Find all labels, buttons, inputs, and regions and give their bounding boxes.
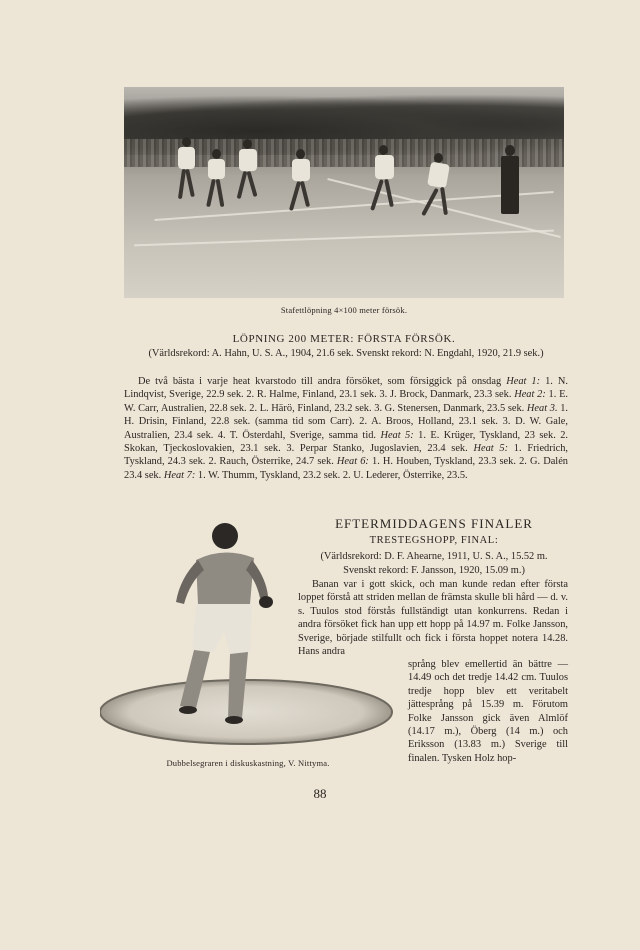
heat-results: 1. Friedrich, Tyskland, 24.3 sek. 2. Rauch, Österrike, 24.7 sek. bbox=[124, 443, 569, 468]
intro-text: De två bästa i varje heat kvarstodo till andra försöket, som försiggick på onsdag bbox=[138, 376, 502, 387]
results-paragraph-200m bbox=[124, 375, 568, 482]
heat-label: Heat 2: bbox=[514, 389, 546, 401]
triple-jump-text-wide: Banan var i gott skick, och man kunde redan efter första loppet förstå att striden mellan de främsta skulle bli hård — d. v. s. Tuulos stod förstås fullständigt utan konkurrens. Redan i andra försöket fick han upp ett hopp på 14.97 m. Folke Jansson, Sverige, började stilfullt och fick i första hoppet notera 14.28. Hans andra bbox=[298, 579, 568, 658]
heat-label: Heat 5: bbox=[473, 443, 509, 455]
heat-label: Heat 7: bbox=[163, 469, 196, 481]
triple-jump-text-narrow: språng blev emellertid än bättre — 14.49 och det tredje 14.42 cm. Tuulos tredje hopp blev ett veritabelt jättesprång på 15.39 m. Förutom Folke Jansson gick även Almlöf (14.17 m.), Öberg (14 m.) och Eriksson (13.83 m.) Sverige till finalen. Tysken Holz hop- bbox=[408, 659, 568, 764]
discus-photo-caption: Dubbelsegraren i diskuskastning, V. Nittyma. bbox=[166, 758, 330, 768]
heat-results: 1. E. Krüger, Tyskland, 23 sek. 2. Skokan, Tjeckoslovakien, 23.1 sek. 3. Perpar Stanko, Jugoslavien, 23.4 sek. bbox=[124, 429, 569, 455]
heat-label: Heat 3. bbox=[526, 402, 558, 414]
world-record-line: (Världsrekord: D. F. Ahearne, 1911, U. S. A., 15.52 m. bbox=[320, 551, 548, 562]
heat-results: 1. H. Houben, Tyskland, 23.3 sek. 2. G. Dalén 23.4 sek. bbox=[124, 456, 568, 481]
heat-label: Heat 1: bbox=[506, 376, 541, 387]
heat-results: 1. H. Drisin, Finland, 22.8 sek. (samma tid som Carr). 2. A. Broos, Holland, 23.1 sek. 3. D. W. Gale, Australien, 23.4 sek. 4. T. Österdahl, Sverige, samma tid. bbox=[124, 402, 569, 441]
heat-results: 1. W. Thumm, Tyskland, 23.2 sek. 2. U. Lederer, Österrike, 23.5. bbox=[195, 469, 468, 481]
triple-jump-title: TRESTEGSHOPP, FINAL: bbox=[369, 535, 499, 546]
heat-label: Heat 6: bbox=[336, 456, 369, 468]
heat-results: 1. N. Lindqvist, Sverige, 22.9 sek. 2. R. Halme, Finland, 23.1 sek. 3. J. Brock, Danmark, 23.3 sek. bbox=[124, 376, 568, 401]
discus-thrower-photo bbox=[100, 520, 396, 752]
heat-label: Heat 5: bbox=[380, 429, 414, 441]
record-note-200m: (Världsrekord: A. Hahn, U. S. A., 1904, 21.6 sek. Svenskt rekord: N. Engdahl, 1920, 21.9 sek.) bbox=[148, 348, 544, 359]
section-heading-200m: LÖPNING 200 METER: FÖRSTA FÖRSÖK. bbox=[232, 333, 456, 345]
relay-photo-caption: Stafettlöpning 4×100 meter försök. bbox=[280, 305, 408, 315]
swedish-record-line: Svenskt rekord: F. Jansson, 1920, 15.09 m.) bbox=[343, 564, 525, 576]
finals-title: EFTERMIDDAGENS FINALER bbox=[335, 516, 533, 531]
page-number: 88 bbox=[313, 786, 327, 801]
relay-race-photo bbox=[124, 87, 564, 298]
heat-results: 1. E. W. Carr, Australien, 22.8 sek. 2. L. Härö, Finland, 23.2 sek. 3. G. Stenersen, Danmark, 23.5 sek. bbox=[124, 389, 569, 414]
